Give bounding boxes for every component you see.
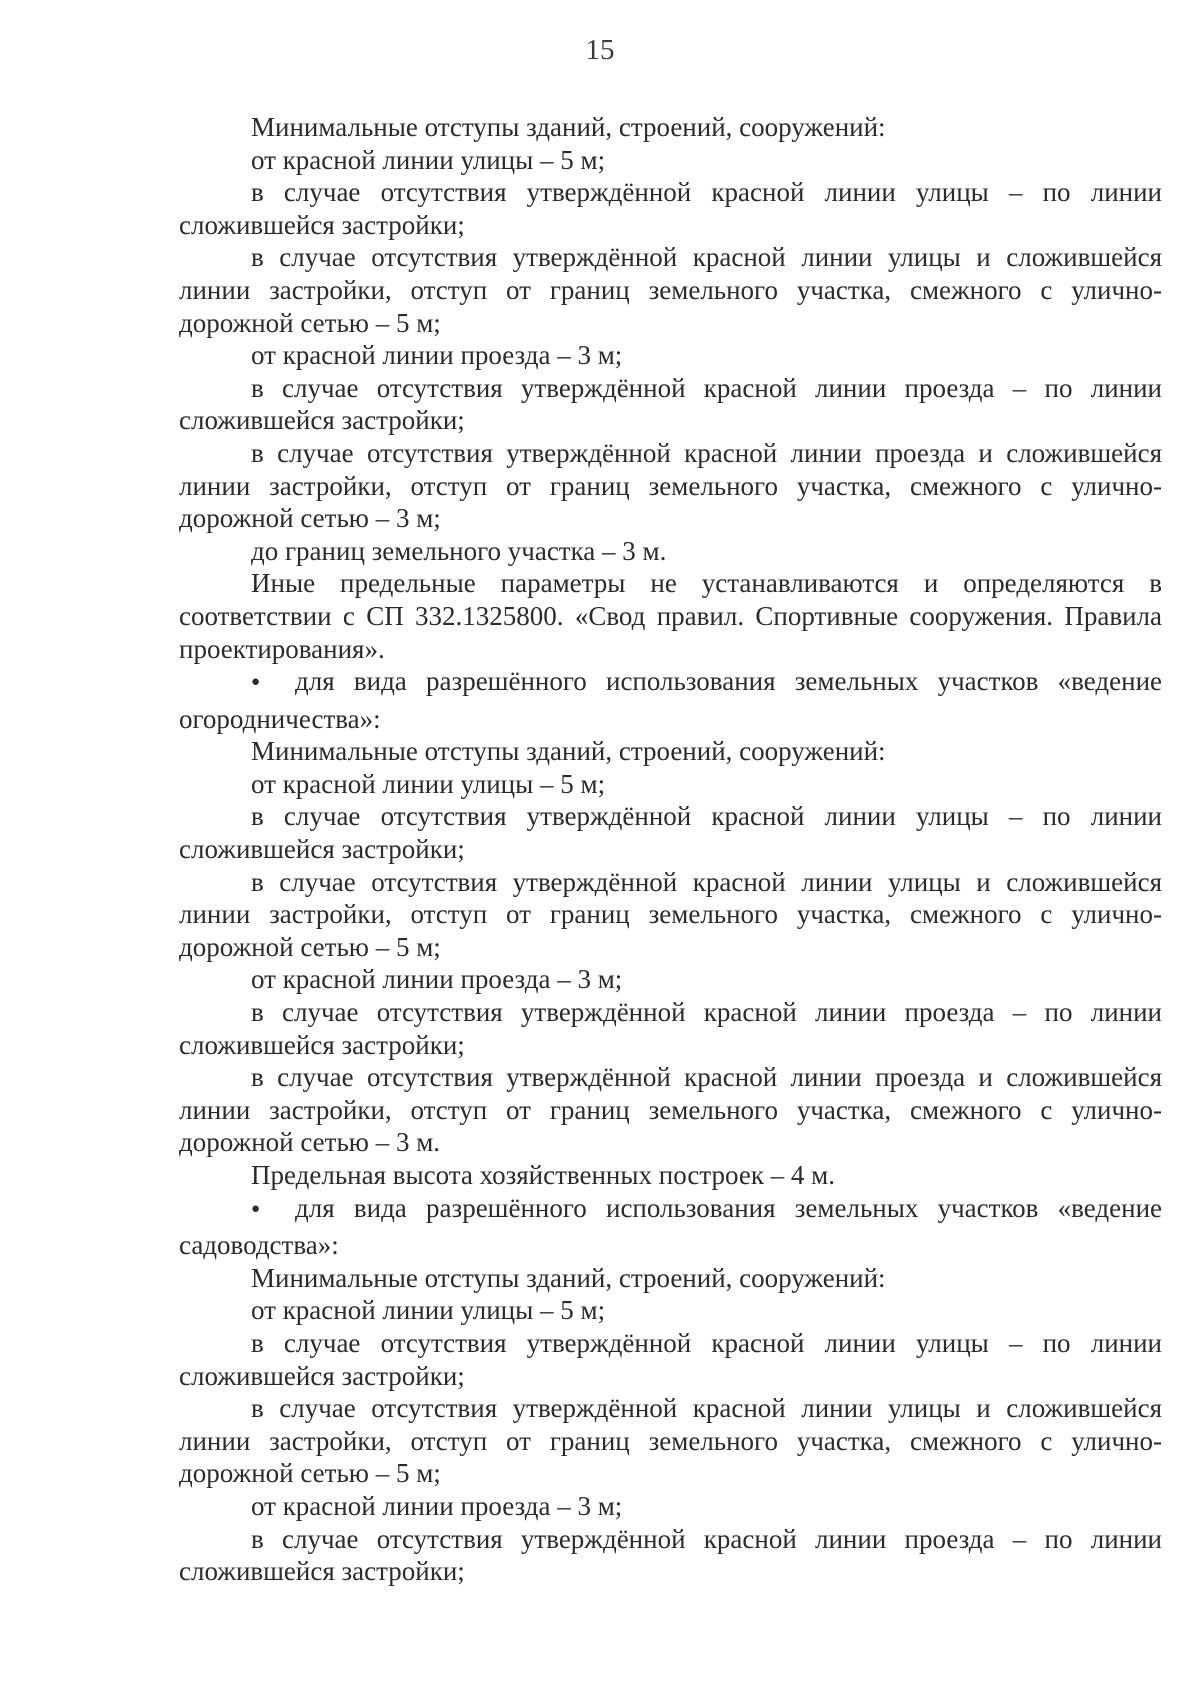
bullet-icon — [251, 1192, 295, 1230]
bullet-icon — [251, 665, 295, 703]
paragraph: в случае отсутствия утверждённой красной линии улицы и сложившейся линии застройки, отступ от границ земельного участка, смежного с улично-дорожной сетью – 5 м; — [179, 866, 1162, 962]
bullet-item — [179, 1192, 1162, 1262]
paragraph: Иные предельные параметры не устанавливаются и определяются в соответствии с СП 332.1325800. «Свод правил. Спортивные сооружения. Правила проектирования». — [179, 568, 1162, 664]
bullet-text: для вида разрешённого использования земельных участков «ведение огородничества»: — [179, 666, 1162, 734]
paragraph: в случае отсутствия утверждённой красной линии проезда – по линии сложившейся застройки; — [179, 1523, 1162, 1587]
paragraph: в случае отсутствия утверждённой красной линии проезда – по линии сложившейся застройки; — [179, 372, 1162, 436]
paragraph: в случае отсутствия утверждённой красной линии улицы – по линии сложившейся застройки; — [179, 177, 1162, 240]
paragraph: в случае отсутствия утверждённой красной линии проезда и сложившейся линии застройки, отступ от границ земельного участка, смежного с улично-дорожной сетью – 3 м. — [179, 1062, 1162, 1158]
paragraph: в случае отсутствия утверждённой красной линии улицы – по линии сложившейся застройки; — [179, 801, 1162, 865]
paragraph: Минимальные отступы зданий, строений, сооружений: — [251, 1262, 886, 1293]
page-number: 15 — [585, 34, 615, 66]
document-body — [179, 111, 1162, 1588]
paragraph: Минимальные отступы зданий, строений, сооружений: — [251, 736, 886, 767]
paragraph: от красной линии улицы – 5 м; — [251, 144, 606, 175]
paragraph: от красной линии улицы – 5 м; — [251, 768, 606, 799]
paragraph: от красной линии проезда – 3 м; — [251, 340, 623, 371]
paragraph: Минимальные отступы зданий, строений, сооружений: — [251, 112, 886, 142]
paragraph: от красной линии проезда – 3 м; — [251, 1490, 623, 1521]
paragraph: в случае отсутствия утверждённой красной линии проезда – по линии сложившейся застройки; — [179, 997, 1162, 1060]
bullet-text: для вида разрешённого использования земельных участков «ведение садоводства»: — [179, 1192, 1162, 1261]
bullet-item — [179, 665, 1162, 735]
paragraph: в случае отсутствия утверждённой красной линии улицы и сложившейся линии застройки, отступ от границ земельного участка, смежного с улично-дорожной сетью – 5 м; — [179, 242, 1162, 338]
paragraph: от красной линии улицы – 5 м; — [251, 1295, 606, 1326]
paragraph: в случае отсутствия утверждённой красной линии проезда и сложившейся линии застройки, отступ от границ земельного участка, смежного с улично-дорожной сетью – 3 м; — [179, 437, 1162, 534]
paragraph: в случае отсутствия утверждённой красной линии улицы и сложившейся линии застройки, отступ от границ земельного участка, смежного с улично-дорожной сетью – 5 м; — [179, 1393, 1162, 1489]
paragraph: Предельная высота хозяйственных построек – 4 м. — [251, 1160, 836, 1190]
paragraph: до границ земельного участка – 3 м. — [251, 535, 667, 566]
paragraph: в случае отсутствия утверждённой красной линии улицы – по линии сложившейся застройки; — [179, 1327, 1162, 1391]
paragraph: от красной линии проезда – 3 м; — [251, 964, 623, 995]
